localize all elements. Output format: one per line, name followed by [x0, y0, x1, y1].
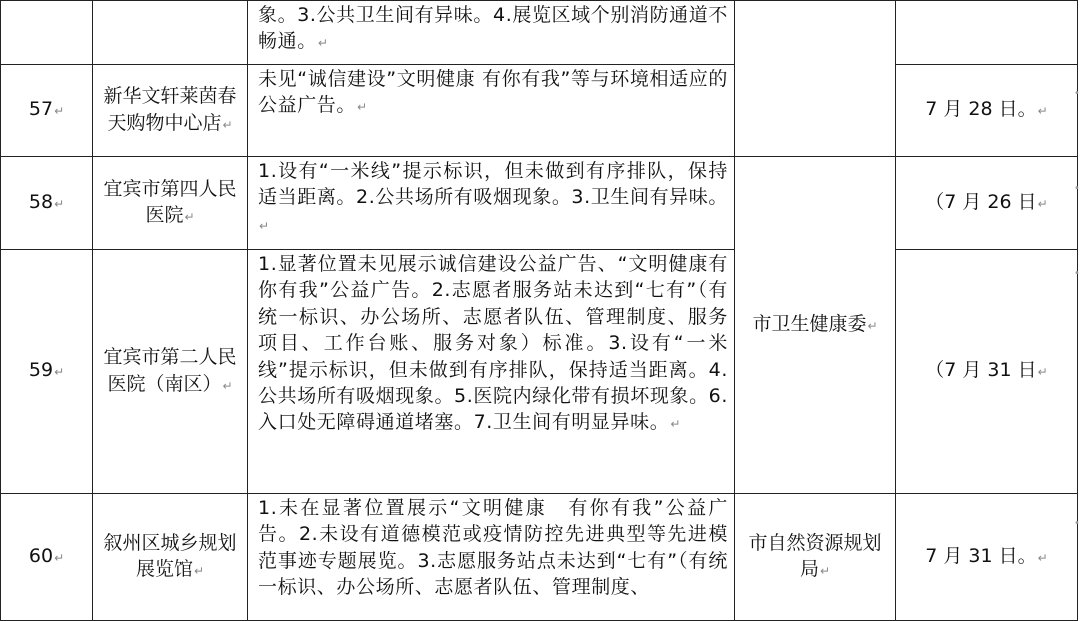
paragraph-mark-icon: ↵	[1037, 365, 1048, 380]
row-end-mark-icon: •	[1074, 183, 1080, 194]
row-number: 60↵	[1, 494, 93, 621]
paragraph-mark-icon: ↵	[222, 378, 233, 393]
department	[735, 1, 896, 157]
paragraph-mark-icon: ↵	[357, 100, 368, 115]
table-row	[1, 65, 1078, 157]
paragraph-mark-icon: ↵	[819, 564, 831, 578]
issue-description: 未见“诚信建设”文明健康 有你有我”等与环境相适应的公益广告。↵	[248, 65, 735, 157]
paragraph-mark-icon: ↵	[867, 318, 878, 333]
deadline	[896, 1, 1078, 65]
row-number: 58↵	[1, 157, 93, 250]
row-number	[1, 1, 93, 65]
paragraph-mark-icon: ↵	[54, 104, 65, 119]
row-end-mark-icon: •	[1074, 518, 1080, 529]
paragraph-mark-icon: ↵	[54, 550, 65, 565]
paragraph-mark-icon: ↵	[1037, 104, 1048, 119]
table-row	[1, 1, 1078, 65]
row-end-mark-icon: •	[1074, 268, 1080, 279]
paragraph-mark-icon: ↵	[1037, 196, 1048, 211]
paragraph-mark-icon: ↵	[317, 36, 329, 51]
table-row	[1, 157, 1078, 250]
department: 市卫生健康委↵	[735, 157, 896, 494]
paragraph-mark-icon: ↵	[54, 365, 65, 380]
venue-name	[93, 1, 248, 65]
row-number: 59↵	[1, 250, 93, 494]
venue-name: 宜宾市第二人民医院（南区）↵	[93, 250, 248, 494]
paragraph-mark-icon: ↵	[222, 117, 233, 132]
table-row	[1, 494, 1078, 621]
deadline: 7 月 28 日。↵	[896, 65, 1078, 157]
issue-description: 象。3.公共卫生间有异味。4.展览区域个别消防通道不畅通。↵	[248, 1, 735, 65]
issue-description: 1.设有“一米线”提示标识，但未做到有序排队，保持适当距离。2.公共场所有吸烟现象。3.卫生间有异味。↵	[248, 157, 735, 250]
paragraph-mark-icon: ↵	[259, 218, 270, 233]
department: 市自然资源规划局↵	[735, 494, 896, 621]
deadline: 7 月 31 日。↵	[896, 494, 1078, 621]
paragraph-mark-icon: ↵	[193, 564, 205, 578]
venue-name: 叙州区城乡规划展览馆↵	[93, 494, 248, 621]
issue-description: 1.未在显著位置展示“文明健康 有你有我”公益广告。2.未设有道德模范或疫情防控先进典型等先进模范事迹专题展览。3.志愿服务站点未达到“七有”（有统一标识、办公场所、志愿者队伍、管理制度、	[248, 494, 735, 621]
venue-name: 新华文轩莱茵春天购物中心店↵	[93, 65, 248, 157]
deadline: （7 月 31 日↵	[896, 250, 1078, 494]
table-row	[1, 250, 1078, 494]
row-end-mark-icon: •	[1074, 88, 1080, 99]
issue-description: 1.显著位置未见展示诚信建设公益广告、“文明健康有你有我”公益广告。2.志愿者服务站未达到“七有”（有统一标识、办公场所、志愿者队伍、管理制度、服务项目、工作台账、服务对象）标准。3.设有“一米线”提示标识，但未做到有序排队，保持适当距离。4.公共场所有吸烟现象。5.医院内绿化带有损坏现象。6.入口处无障碍通道堵塞。7.卫生间有明显异味。↵	[248, 250, 735, 494]
paragraph-mark-icon: ↵	[670, 417, 681, 432]
paragraph-mark-icon: ↵	[184, 210, 195, 224]
venue-name: 宜宾市第四人民医院↵	[93, 157, 248, 250]
paragraph-mark-icon: ↵	[54, 196, 65, 211]
row-number: 57↵	[1, 65, 93, 157]
paragraph-mark-icon: ↵	[1037, 550, 1048, 565]
deadline: （7 月 26 日↵	[896, 157, 1078, 250]
